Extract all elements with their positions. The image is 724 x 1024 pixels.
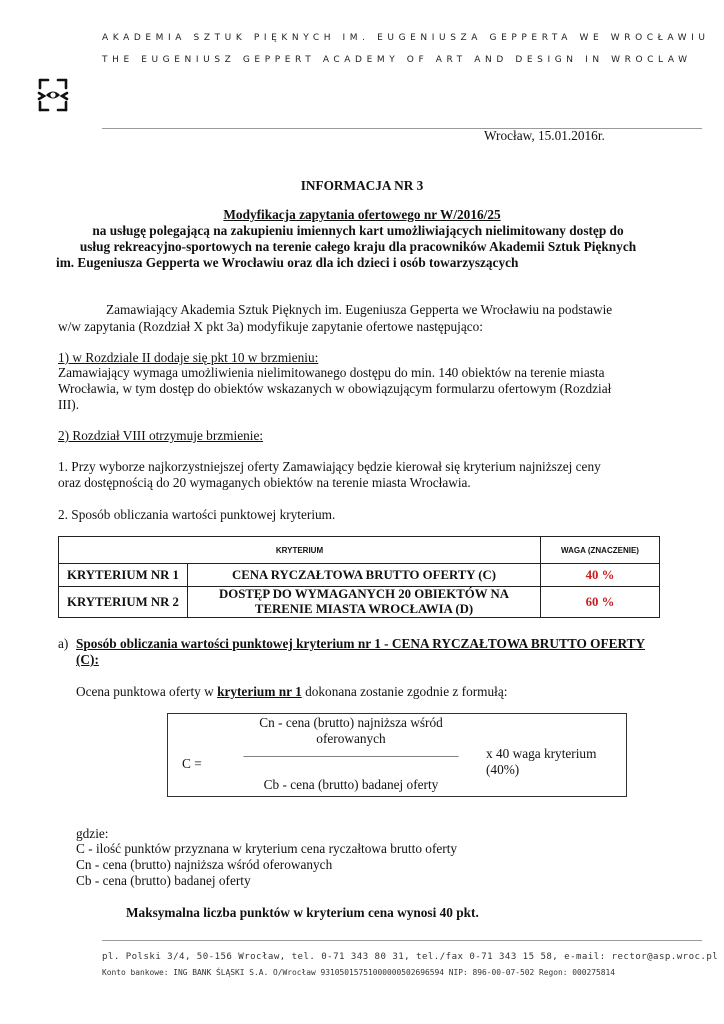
section-1-line-3: III). bbox=[58, 397, 80, 412]
header-criterion: KRYTERIUM bbox=[59, 537, 541, 564]
section-2-p1-line-1: 1. Przy wyborze najkorzystniejszej oferty Zamawiający będzie kierował się kryterium najniższej ceny bbox=[58, 459, 601, 474]
page-title: INFORMACJA NR 3 bbox=[300, 178, 424, 193]
footer-address: pl. Polski 3/4, 50-156 Wrocław, tel. 0-71 343 80 31, tel./fax 0-71 343 15 58, e-mail: rector@asp.wroc.pl bbox=[102, 952, 719, 962]
legend-label: gdzie: bbox=[76, 826, 109, 841]
footer-rule bbox=[102, 940, 702, 941]
intro-line-1: Zamawiający Akademia Sztuk Pięknych im. Eugeniusza Gepperta we Wrocławiu na podstawie bbox=[106, 302, 613, 317]
section-2-p2: 2. Sposób obliczania wartości punktowej kryterium. bbox=[58, 507, 336, 522]
header-rule bbox=[102, 128, 702, 129]
formula-numerator-line-1: Cn - cena (brutto) najniższa wśród bbox=[259, 715, 443, 730]
section-1-line-1: Zamawiający wymaga umożliwienia nielimitowanego dostępu do min. 140 obiektów na terenie miasta bbox=[58, 365, 605, 380]
legend-item: Cb - cena (brutto) badanej oferty bbox=[76, 873, 251, 888]
subject-line-1: na usługę polegającą na zakupieniu imiennych kart umożliwiających nielimitowany dostęp do bbox=[92, 223, 624, 238]
subject-line-2: usług rekreacyjno-sportowych na terenie całego kraju dla pracowników Akademii Sztuk Pięknych bbox=[79, 239, 637, 254]
sentence-criterion: kryterium nr 1 bbox=[217, 684, 302, 699]
header-weight: WAGA (ZNACZENIE) bbox=[541, 537, 660, 564]
formula-fraction-bar: ___________________________________________ bbox=[243, 747, 459, 758]
criterion-description: DOSTĘP DO WYMAGANYCH 20 OBIEKTÓW NA TERENIE MIASTA WROCŁAWIA (D) bbox=[188, 587, 541, 618]
section-2-p1-line-2: oraz dostępnością do 20 wymaganych obiektów na terenie miasta Wrocławia. bbox=[58, 475, 471, 490]
criterion-name: KRYTERIUM NR 1 bbox=[59, 564, 188, 587]
criterion-description: CENA RYCZAŁTOWA BRUTTO OFERTY (C) bbox=[188, 564, 541, 587]
table-row bbox=[59, 587, 660, 618]
intro-line-2: w/w zapytania (Rozdział X pkt 3a) modyfikuje zapytanie ofertowe następująco: bbox=[58, 319, 483, 334]
date-place: Wrocław, 15.01.2016r. bbox=[484, 128, 605, 143]
letterhead-line-pl: AKADEMIA SZTUK PIĘKNYCH IM. EUGENIUSZA GEPPERTA WE WROCŁAWIU bbox=[102, 33, 710, 43]
criterion-weight: 40 % bbox=[541, 564, 660, 587]
point-a-heading-line-2: (C): bbox=[76, 652, 99, 667]
legend-item: Cn - cena (brutto) najniższa wśród oferowanych bbox=[76, 857, 333, 872]
subject-heading: Modyfikacja zapytania ofertowego nr W/2016/25 bbox=[223, 207, 501, 222]
criterion-name: KRYTERIUM NR 2 bbox=[59, 587, 188, 618]
academy-logo-icon bbox=[36, 76, 70, 114]
section-1-line-2: Wrocławia, w tym dostęp do obiektów wskazanych w obowiązującym formularzu ofertowym (Rozdział bbox=[58, 381, 612, 396]
sentence-end: dokonana zostanie zgodnie z formułą: bbox=[305, 684, 508, 699]
formula-lhs: C = bbox=[182, 756, 202, 771]
subject-line-3: im. Eugeniusza Gepperta we Wrocławiu oraz dla ich dzieci i osób towarzyszących bbox=[56, 255, 519, 270]
letterhead-line-en: THE EUGENIUSZ GEPPERT ACADEMY OF ART AND DESIGN IN WROCLAW bbox=[102, 55, 692, 65]
point-a-marker: a) bbox=[58, 636, 69, 651]
formula-numerator-line-2: oferowanych bbox=[316, 731, 386, 746]
footer-bank: Konto bankowe: ING BANK ŚLĄSKI S.A. O/Wrocław 93105015751000000502696594 NIP: 896-00-07-502 Regon: 000275814 bbox=[102, 968, 616, 977]
point-a-heading-line-1: Sposób obliczania wartości punktowej kryterium nr 1 - CENA RYCZAŁTOWA BRUTTO OFERTY bbox=[76, 636, 646, 651]
max-points-note: Maksymalna liczba punktów w kryterium cena wynosi 40 pkt. bbox=[126, 905, 479, 920]
table-header-row bbox=[59, 537, 660, 564]
point-a-sentence bbox=[76, 684, 507, 700]
criteria-table bbox=[58, 536, 660, 618]
table-row bbox=[59, 564, 660, 587]
formula-multiplier-line-2: (40%) bbox=[486, 762, 520, 777]
formula-multiplier-line-1: x 40 waga kryterium bbox=[486, 746, 597, 761]
sentence-start: Ocena punktowa oferty w bbox=[76, 684, 214, 699]
formula-denominator: Cb - cena (brutto) badanej oferty bbox=[263, 777, 439, 792]
criterion-weight: 60 % bbox=[541, 587, 660, 618]
legend-item: C - ilość punktów przyznana w kryterium cena ryczałtowa brutto oferty bbox=[76, 841, 458, 856]
section-1-heading: 1) w Rozdziale II dodaje się pkt 10 w brzmieniu: bbox=[58, 350, 319, 365]
section-2-heading: 2) Rozdział VIII otrzymuje brzmienie: bbox=[58, 428, 264, 443]
